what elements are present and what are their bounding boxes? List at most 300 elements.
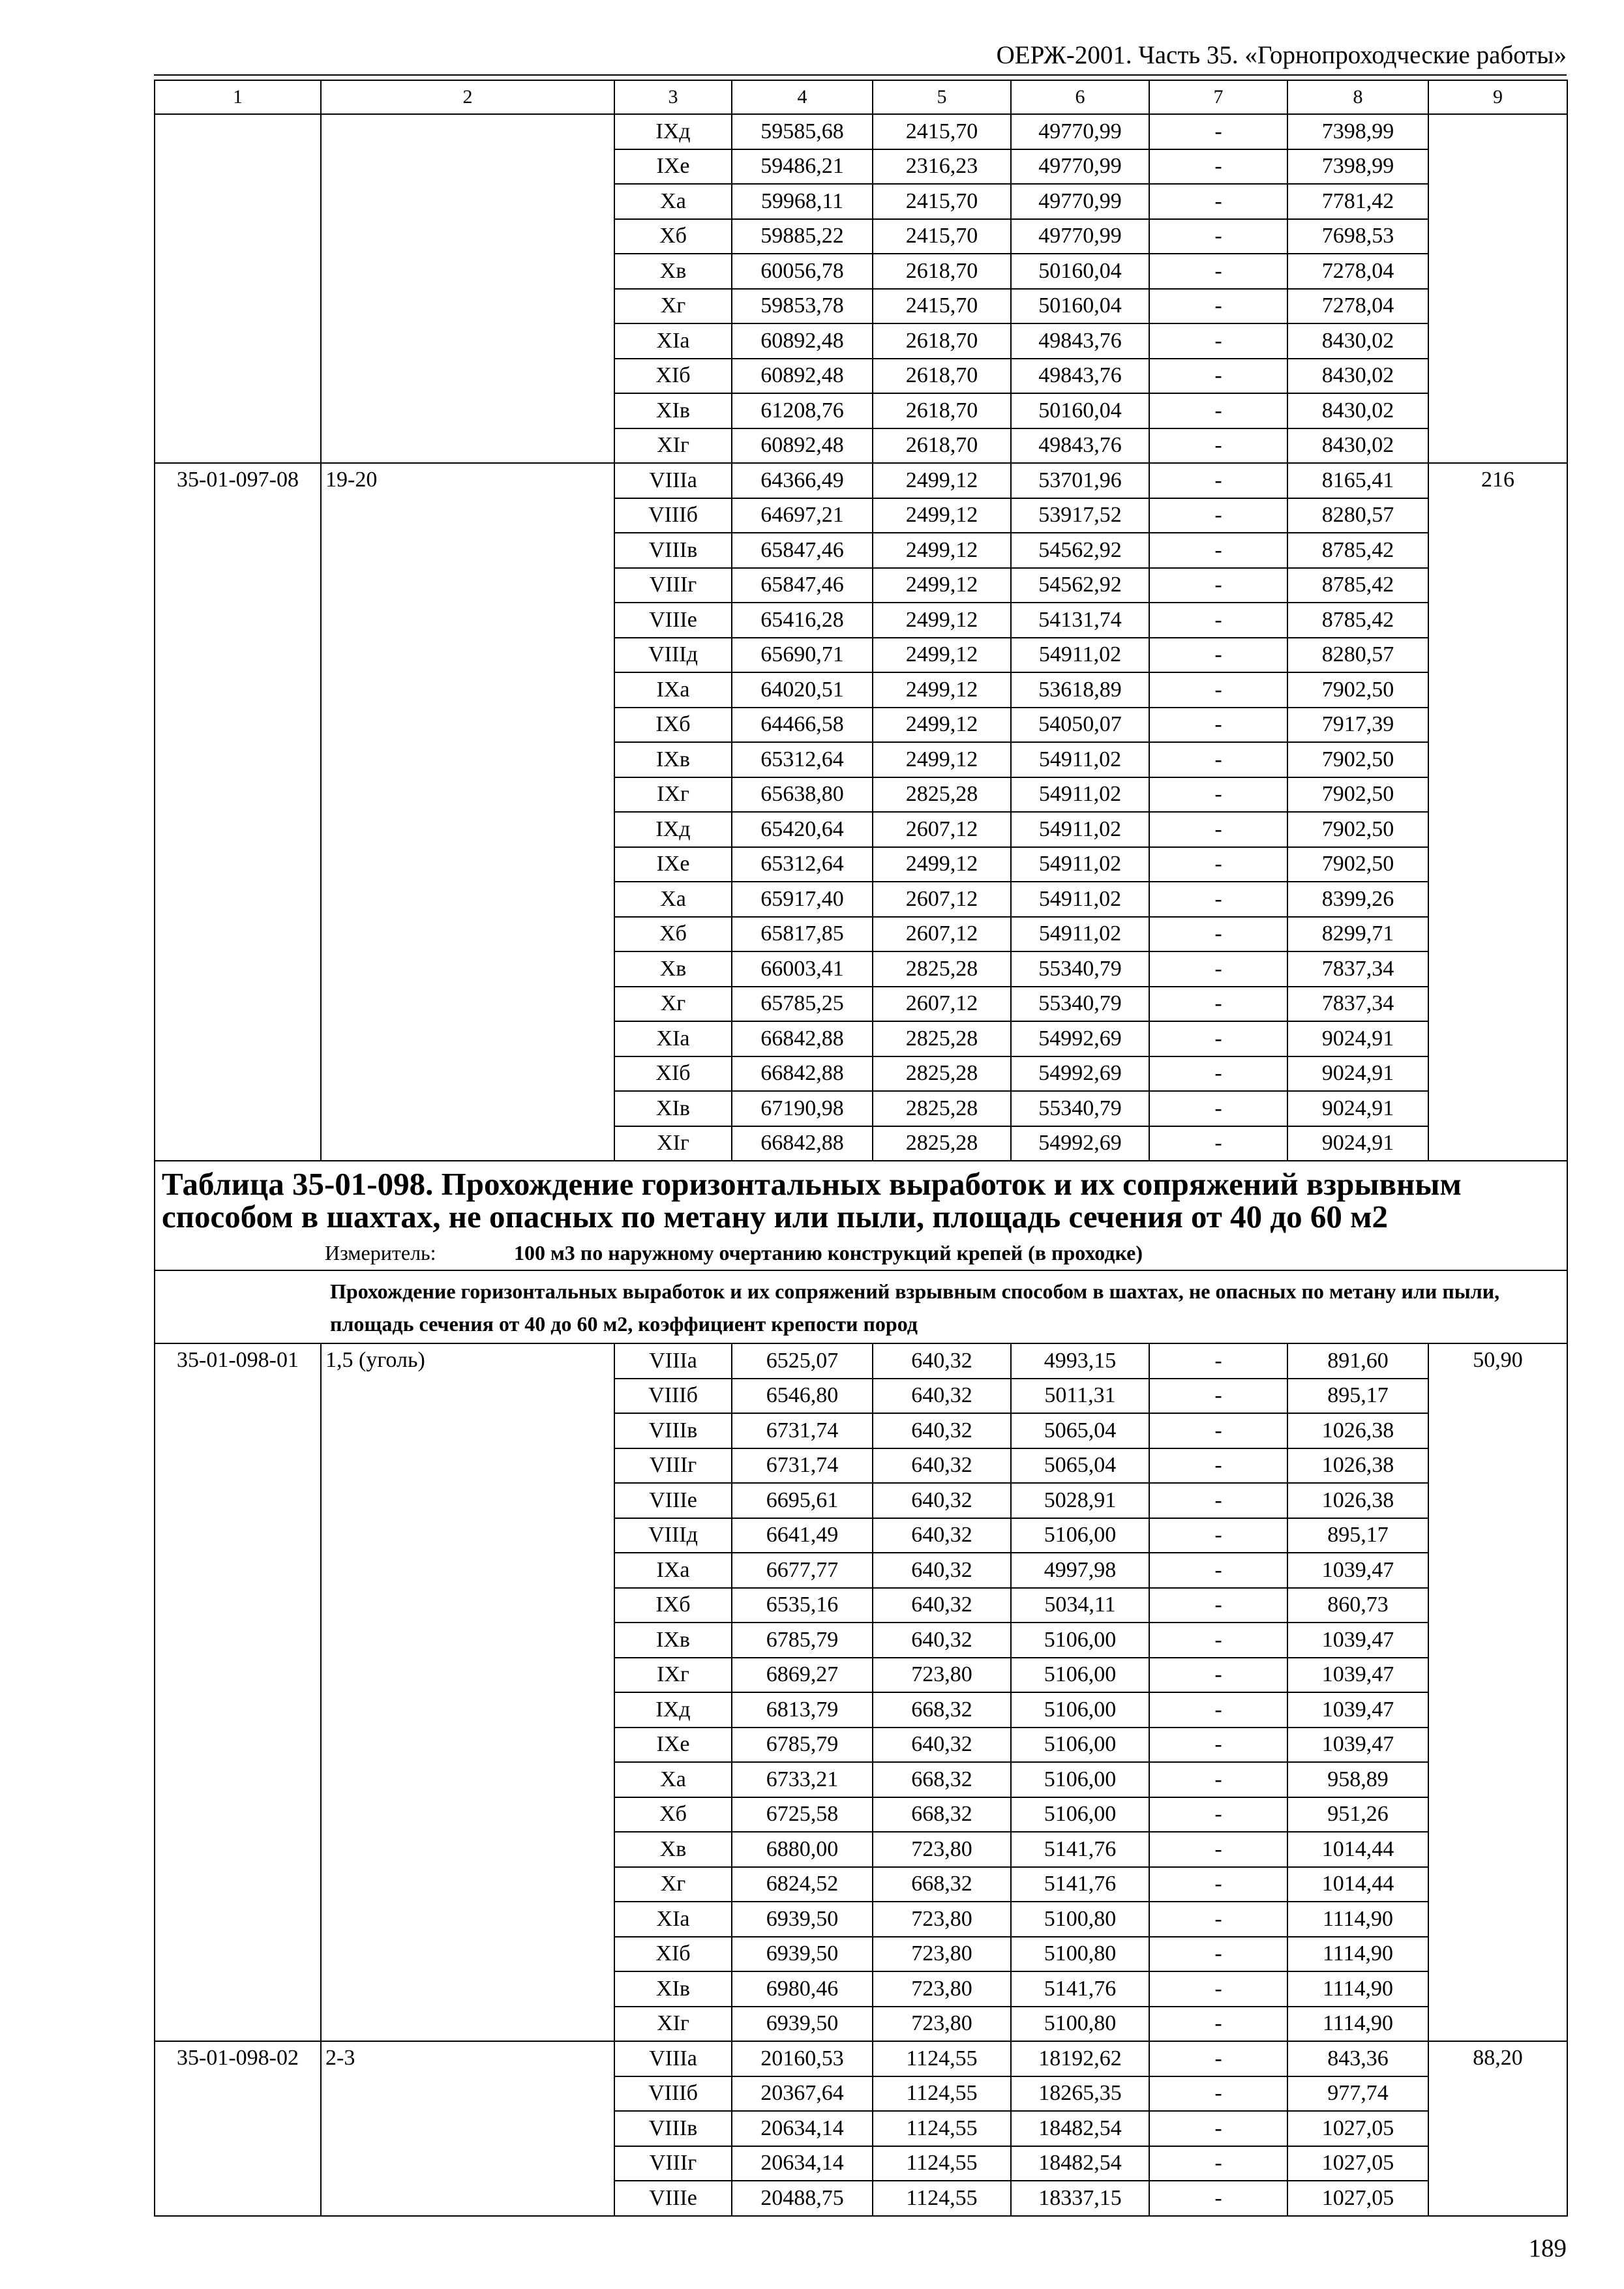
table-cell: 1114,90 [1287, 1902, 1428, 1937]
table-cell: 2825,28 [873, 1126, 1011, 1161]
table-cell: 5106,00 [1011, 1797, 1149, 1833]
table-cell: VIIIв [614, 2111, 732, 2146]
table-cell: VIIIг [614, 568, 732, 603]
rate-code [155, 114, 321, 463]
table-cell: Xг [614, 289, 732, 324]
table-cell: 2825,28 [873, 951, 1011, 987]
table-cell: 843,36 [1287, 2041, 1428, 2076]
table-cell: 6546,80 [732, 1379, 873, 1414]
table-cell: 55340,79 [1011, 951, 1149, 987]
table-cell: 54562,92 [1011, 568, 1149, 603]
table-cell: 2316,23 [873, 149, 1011, 185]
table-cell: 18482,54 [1011, 2111, 1149, 2146]
table-cell: 64697,21 [732, 498, 873, 533]
table-cell: 18482,54 [1011, 2146, 1149, 2181]
table-cell: IXд [614, 114, 732, 149]
table-cell: VIIIа [614, 2041, 732, 2076]
table-cell: - [1149, 1728, 1287, 1763]
table-cell: 2499,12 [873, 847, 1011, 882]
table-cell: 54911,02 [1011, 917, 1149, 952]
table-cell: 5141,76 [1011, 1832, 1149, 1867]
table-cell: 2499,12 [873, 742, 1011, 777]
table-cell: 8280,57 [1287, 638, 1428, 673]
table-cell: 2618,70 [873, 393, 1011, 428]
table-cell: 20367,64 [732, 2076, 873, 2112]
table-cell: - [1149, 568, 1287, 603]
table-cell: 2499,12 [873, 463, 1011, 498]
table-cell: 7902,50 [1287, 777, 1428, 813]
table-cell: 1027,05 [1287, 2181, 1428, 2216]
running-header: ОЕРЖ-2001. Часть 35. «Горнопроходческие работы» [996, 41, 1567, 69]
table-cell: 2499,12 [873, 498, 1011, 533]
table-cell: 2825,28 [873, 1091, 1011, 1126]
table-cell: 2499,12 [873, 638, 1011, 673]
table-cell: 6824,52 [732, 1867, 873, 1902]
table-cell: 1114,90 [1287, 1937, 1428, 1972]
header-rule [154, 74, 1567, 76]
table-cell: Xб [614, 1797, 732, 1833]
table-cell: VIIIв [614, 533, 732, 568]
labor-cost [1428, 114, 1567, 463]
table-cell: - [1149, 2111, 1287, 2146]
table-cell: - [1149, 1553, 1287, 1588]
table-cell: 1027,05 [1287, 2111, 1428, 2146]
table-cell: IXа [614, 672, 732, 708]
table-cell: - [1149, 289, 1287, 324]
table-cell: 65690,71 [732, 638, 873, 673]
table-cell: 59853,78 [732, 289, 873, 324]
labor-cost: 216 [1428, 463, 1567, 1161]
table-cell: 60892,48 [732, 359, 873, 394]
table-cell: 2415,70 [873, 289, 1011, 324]
table-cell: 6733,21 [732, 1762, 873, 1797]
table-cell: - [1149, 2181, 1287, 2216]
table-cell: 59885,22 [732, 219, 873, 254]
table-cell: - [1149, 1658, 1287, 1693]
table-cell: 5065,04 [1011, 1448, 1149, 1484]
table-cell: XIв [614, 1971, 732, 2007]
table-cell: 6980,46 [732, 1971, 873, 2007]
table-title: Таблица 35-01-098. Прохождение горизонтальных выработок и их сопряжений взрывным способом в шахтах, не опасных по метану или пыли, площадь сечения от 40 до 60 м2 [155, 1161, 1567, 1236]
table-cell: 49770,99 [1011, 149, 1149, 185]
table-cell: 67190,98 [732, 1091, 873, 1126]
table-cell: 640,32 [873, 1413, 1011, 1448]
table-cell: 2499,12 [873, 533, 1011, 568]
table-cell: 6785,79 [732, 1728, 873, 1763]
table-cell: 2415,70 [873, 114, 1011, 149]
table-cell: XIа [614, 1021, 732, 1056]
table-cell: 54992,69 [1011, 1126, 1149, 1161]
table-cell: 1039,47 [1287, 1623, 1428, 1658]
table-cell: 8785,42 [1287, 568, 1428, 603]
table-cell: - [1149, 219, 1287, 254]
table-cell: 6535,16 [732, 1588, 873, 1623]
table-cell: IXе [614, 847, 732, 882]
block-35-01-098-02 [155, 2041, 1567, 2216]
table-cell: - [1149, 1588, 1287, 1623]
table-cell: 5100,80 [1011, 1937, 1149, 1972]
table-cell: 6695,61 [732, 1483, 873, 1518]
table-cell: 55340,79 [1011, 987, 1149, 1022]
table-cell: 1124,55 [873, 2146, 1011, 2181]
column-number: 5 [873, 80, 1011, 114]
table-cell: - [1149, 323, 1287, 359]
table-cell: - [1149, 1762, 1287, 1797]
table-cell: 54911,02 [1011, 742, 1149, 777]
table-cell: - [1149, 672, 1287, 708]
table-cell: 723,80 [873, 1971, 1011, 2007]
table-cell: 2825,28 [873, 1056, 1011, 1092]
table-cell: 2499,12 [873, 672, 1011, 708]
table-cell: 860,73 [1287, 1588, 1428, 1623]
table-cell: Xв [614, 951, 732, 987]
table-cell: 1124,55 [873, 2111, 1011, 2146]
table-cell: 65917,40 [732, 882, 873, 917]
table-cell: 7902,50 [1287, 847, 1428, 882]
table-cell: 2618,70 [873, 428, 1011, 464]
table-cell: XIб [614, 1056, 732, 1092]
table-cell: 668,32 [873, 1762, 1011, 1797]
table-cell: IXг [614, 777, 732, 813]
table-cell: - [1149, 533, 1287, 568]
table-cell: 55340,79 [1011, 1091, 1149, 1126]
table-cell: 49770,99 [1011, 114, 1149, 149]
table-cell: 49770,99 [1011, 219, 1149, 254]
table-cell: 723,80 [873, 2007, 1011, 2042]
table-cell: 8430,02 [1287, 359, 1428, 394]
column-number: 7 [1149, 80, 1287, 114]
table-cell: 54911,02 [1011, 847, 1149, 882]
table-cell: - [1149, 1937, 1287, 1972]
table-cell: 65817,85 [732, 917, 873, 952]
table-cell: 668,32 [873, 1797, 1011, 1833]
table-cell: 7917,39 [1287, 708, 1428, 743]
table-cell: VIIIе [614, 1483, 732, 1518]
table-cell: 5028,91 [1011, 1483, 1149, 1518]
table-cell: 723,80 [873, 1902, 1011, 1937]
table-cell: 7902,50 [1287, 672, 1428, 708]
table-cell: 1114,90 [1287, 1971, 1428, 2007]
table-cell: 9024,91 [1287, 1091, 1428, 1126]
table-cell: Xа [614, 184, 732, 219]
table-cell: - [1149, 1379, 1287, 1414]
table-cell: XIг [614, 1126, 732, 1161]
table-row [155, 463, 1567, 498]
table-cell: IXе [614, 1728, 732, 1763]
table-cell: VIIIе [614, 2181, 732, 2216]
table-cell: 54911,02 [1011, 638, 1149, 673]
table-cell: - [1149, 812, 1287, 847]
table-cell: 5100,80 [1011, 1902, 1149, 1937]
table-cell: 1026,38 [1287, 1448, 1428, 1484]
table-cell: 640,32 [873, 1518, 1011, 1553]
table-cell: - [1149, 2146, 1287, 2181]
table-cell: 54562,92 [1011, 533, 1149, 568]
table-cell: 2618,70 [873, 359, 1011, 394]
continued-block [155, 114, 1567, 463]
table-cell: 9024,91 [1287, 1126, 1428, 1161]
table-cell: Xа [614, 1762, 732, 1797]
measure-row [155, 1236, 1567, 1270]
block-35-01-098-01 [155, 1343, 1567, 2041]
table-cell: 5106,00 [1011, 1518, 1149, 1553]
table-cell: 2618,70 [873, 323, 1011, 359]
table-cell: 8165,41 [1287, 463, 1428, 498]
table-cell: 9024,91 [1287, 1021, 1428, 1056]
table-cell: 59968,11 [732, 184, 873, 219]
table-cell: 64466,58 [732, 708, 873, 743]
table-cell: 6731,74 [732, 1448, 873, 1484]
table-cell: 640,32 [873, 1483, 1011, 1518]
table-cell: 1039,47 [1287, 1553, 1428, 1588]
rock-category [321, 114, 614, 463]
table-cell: - [1149, 149, 1287, 185]
table-cell: 64366,49 [732, 463, 873, 498]
table-cell: 668,32 [873, 1692, 1011, 1728]
table-cell: 7837,34 [1287, 951, 1428, 987]
table-cell: 1124,55 [873, 2076, 1011, 2112]
table-cell: 723,80 [873, 1937, 1011, 1972]
table-cell: - [1149, 1518, 1287, 1553]
table-cell: 723,80 [873, 1658, 1011, 1693]
table-cell: - [1149, 393, 1287, 428]
table-cell: - [1149, 498, 1287, 533]
table-cell: 5141,76 [1011, 1971, 1149, 2007]
table-cell: 7837,34 [1287, 987, 1428, 1022]
table-cell: XIв [614, 393, 732, 428]
table-cell: VIIIв [614, 1413, 732, 1448]
rate-code: 35-01-098-02 [155, 2041, 321, 2216]
table-cell: 53917,52 [1011, 498, 1149, 533]
table-cell: 7698,53 [1287, 219, 1428, 254]
table-cell: 2607,12 [873, 812, 1011, 847]
table-cell: IXд [614, 1692, 732, 1728]
table-cell: 640,32 [873, 1588, 1011, 1623]
table-cell: VIIIа [614, 463, 732, 498]
column-number-row [155, 80, 1567, 114]
table-cell: 977,74 [1287, 2076, 1428, 2112]
table-cell: 20488,75 [732, 2181, 873, 2216]
table-cell: 8785,42 [1287, 533, 1428, 568]
table-cell: 20634,14 [732, 2111, 873, 2146]
table-cell: 53701,96 [1011, 463, 1149, 498]
table-cell: 6677,77 [732, 1553, 873, 1588]
description-row [155, 1270, 1567, 1343]
table-cell: - [1149, 184, 1287, 219]
table-cell: - [1149, 708, 1287, 743]
table-cell: 951,26 [1287, 1797, 1428, 1833]
table-cell: - [1149, 917, 1287, 952]
table-cell: XIг [614, 2007, 732, 2042]
table-cell: 723,80 [873, 1832, 1011, 1867]
table-cell: 49843,76 [1011, 428, 1149, 464]
table-cell: 6813,79 [732, 1692, 873, 1728]
table-cell: - [1149, 1056, 1287, 1092]
table-cell: 8399,26 [1287, 882, 1428, 917]
table-cell: 53618,89 [1011, 672, 1149, 708]
table-cell: 1014,44 [1287, 1867, 1428, 1902]
table-cell: 64020,51 [732, 672, 873, 708]
table-cell: - [1149, 1692, 1287, 1728]
table-cell: 7902,50 [1287, 742, 1428, 777]
table-cell: - [1149, 1413, 1287, 1448]
measure-cell [155, 1236, 1567, 1270]
table-cell: 6869,27 [732, 1658, 873, 1693]
table-cell: 640,32 [873, 1448, 1011, 1484]
rate-code: 35-01-097-08 [155, 463, 321, 1161]
table-cell: 66842,88 [732, 1056, 873, 1092]
table-cell: - [1149, 1091, 1287, 1126]
table-cell: 54911,02 [1011, 812, 1149, 847]
table-cell: 50160,04 [1011, 289, 1149, 324]
table-cell: IXг [614, 1658, 732, 1693]
table-cell: 66842,88 [732, 1126, 873, 1161]
table-cell: VIIIа [614, 1343, 732, 1379]
rock-category: 19-20 [321, 463, 614, 1161]
table-cell: Xб [614, 219, 732, 254]
table-cell: 20160,53 [732, 2041, 873, 2076]
table-cell: IXв [614, 742, 732, 777]
table-cell: 65416,28 [732, 603, 873, 638]
table-cell: 65638,80 [732, 777, 873, 813]
table-cell: - [1149, 742, 1287, 777]
table-cell: 54992,69 [1011, 1021, 1149, 1056]
table-cell: 2499,12 [873, 603, 1011, 638]
table-cell: 49843,76 [1011, 323, 1149, 359]
table-cell: 7902,50 [1287, 812, 1428, 847]
table-cell: XIб [614, 1937, 732, 1972]
table-cell: IXб [614, 708, 732, 743]
table-cell: 2499,12 [873, 568, 1011, 603]
table-cell: - [1149, 359, 1287, 394]
table-cell: - [1149, 1021, 1287, 1056]
table-cell: 4997,98 [1011, 1553, 1149, 1588]
table-cell: - [1149, 254, 1287, 289]
table-cell: 50160,04 [1011, 254, 1149, 289]
table-cell: - [1149, 1797, 1287, 1833]
table-cell: 6785,79 [732, 1623, 873, 1658]
table-cell: 640,32 [873, 1379, 1011, 1414]
table-cell: 65847,46 [732, 568, 873, 603]
table-cell: 8280,57 [1287, 498, 1428, 533]
column-number: 8 [1287, 80, 1428, 114]
table-cell: XIб [614, 359, 732, 394]
table-cell: 1026,38 [1287, 1413, 1428, 1448]
table-cell: 66842,88 [732, 1021, 873, 1056]
table-cell: 65847,46 [732, 533, 873, 568]
table-cell: 4993,15 [1011, 1343, 1149, 1379]
column-number: 2 [321, 80, 614, 114]
table-cell: 2499,12 [873, 708, 1011, 743]
table-cell: 2415,70 [873, 219, 1011, 254]
table-cell: 60056,78 [732, 254, 873, 289]
labor-cost: 50,90 [1428, 1343, 1567, 2041]
table-cell: - [1149, 1343, 1287, 1379]
table-cell: 2415,70 [873, 184, 1011, 219]
table-title-row [155, 1161, 1567, 1236]
table-row [155, 1343, 1567, 1379]
table-cell: - [1149, 603, 1287, 638]
table-cell: 6725,58 [732, 1797, 873, 1833]
table-cell: - [1149, 777, 1287, 813]
table-cell: 65420,64 [732, 812, 873, 847]
table-cell: 640,32 [873, 1553, 1011, 1588]
table-cell: - [1149, 114, 1287, 149]
table-cell: 20634,14 [732, 2146, 873, 2181]
table-cell: - [1149, 1867, 1287, 1902]
table-cell: - [1149, 1832, 1287, 1867]
table-cell: 65785,25 [732, 987, 873, 1022]
rates-table [154, 80, 1568, 2217]
table-cell: Xа [614, 882, 732, 917]
table-cell: 640,32 [873, 1728, 1011, 1763]
column-number: 1 [155, 80, 321, 114]
table-cell: IXа [614, 1553, 732, 1588]
table-cell: 54050,07 [1011, 708, 1149, 743]
table-cell: 1124,55 [873, 2041, 1011, 2076]
table-cell: 1114,90 [1287, 2007, 1428, 2042]
table-cell: 6525,07 [732, 1343, 873, 1379]
block-35-01-097-08 [155, 463, 1567, 1161]
table-cell: 59585,68 [732, 114, 873, 149]
table-cell: 640,32 [873, 1623, 1011, 1658]
table-cell: Xг [614, 1867, 732, 1902]
table-cell: 49770,99 [1011, 184, 1149, 219]
table-cell: 1124,55 [873, 2181, 1011, 2216]
table-cell: 640,32 [873, 1343, 1011, 1379]
table-cell: 5106,00 [1011, 1728, 1149, 1763]
table-cell: IXв [614, 1623, 732, 1658]
table-cell: 65312,64 [732, 742, 873, 777]
table-cell: - [1149, 2076, 1287, 2112]
table-cell: - [1149, 987, 1287, 1022]
table-cell: VIIIд [614, 638, 732, 673]
table-cell: 5141,76 [1011, 1867, 1149, 1902]
table-row [155, 114, 1567, 149]
table-cell: VIIIб [614, 498, 732, 533]
table-cell: VIIIд [614, 1518, 732, 1553]
table-cell: 49843,76 [1011, 359, 1149, 394]
table-cell: Xб [614, 917, 732, 952]
table-cell: VIIIе [614, 603, 732, 638]
table-cell: 54911,02 [1011, 777, 1149, 813]
table-cell: 5034,11 [1011, 1588, 1149, 1623]
table-cell: 5106,00 [1011, 1692, 1149, 1728]
page-number: 189 [1528, 2234, 1567, 2262]
table-cell: 895,17 [1287, 1379, 1428, 1414]
labor-cost: 88,20 [1428, 2041, 1567, 2216]
table-cell: XIв [614, 1091, 732, 1126]
table-cell: 7398,99 [1287, 149, 1428, 185]
table-cell: - [1149, 463, 1287, 498]
table-cell: 60892,48 [732, 428, 873, 464]
table-cell: 668,32 [873, 1867, 1011, 1902]
rate-code: 35-01-098-01 [155, 1343, 321, 2041]
table-cell: 8430,02 [1287, 323, 1428, 359]
table-cell: 18192,62 [1011, 2041, 1149, 2076]
table-cell: 54131,74 [1011, 603, 1149, 638]
table-cell: Xв [614, 1832, 732, 1867]
table-cell: 7398,99 [1287, 114, 1428, 149]
table-cell: 1039,47 [1287, 1658, 1428, 1693]
table-cell: 66003,41 [732, 951, 873, 987]
table-cell: 2607,12 [873, 987, 1011, 1022]
table-cell: 6731,74 [732, 1413, 873, 1448]
table-cell: 2607,12 [873, 917, 1011, 952]
table-cell: 61208,76 [732, 393, 873, 428]
table-cell: 5100,80 [1011, 2007, 1149, 2042]
table-cell: 8299,71 [1287, 917, 1428, 952]
